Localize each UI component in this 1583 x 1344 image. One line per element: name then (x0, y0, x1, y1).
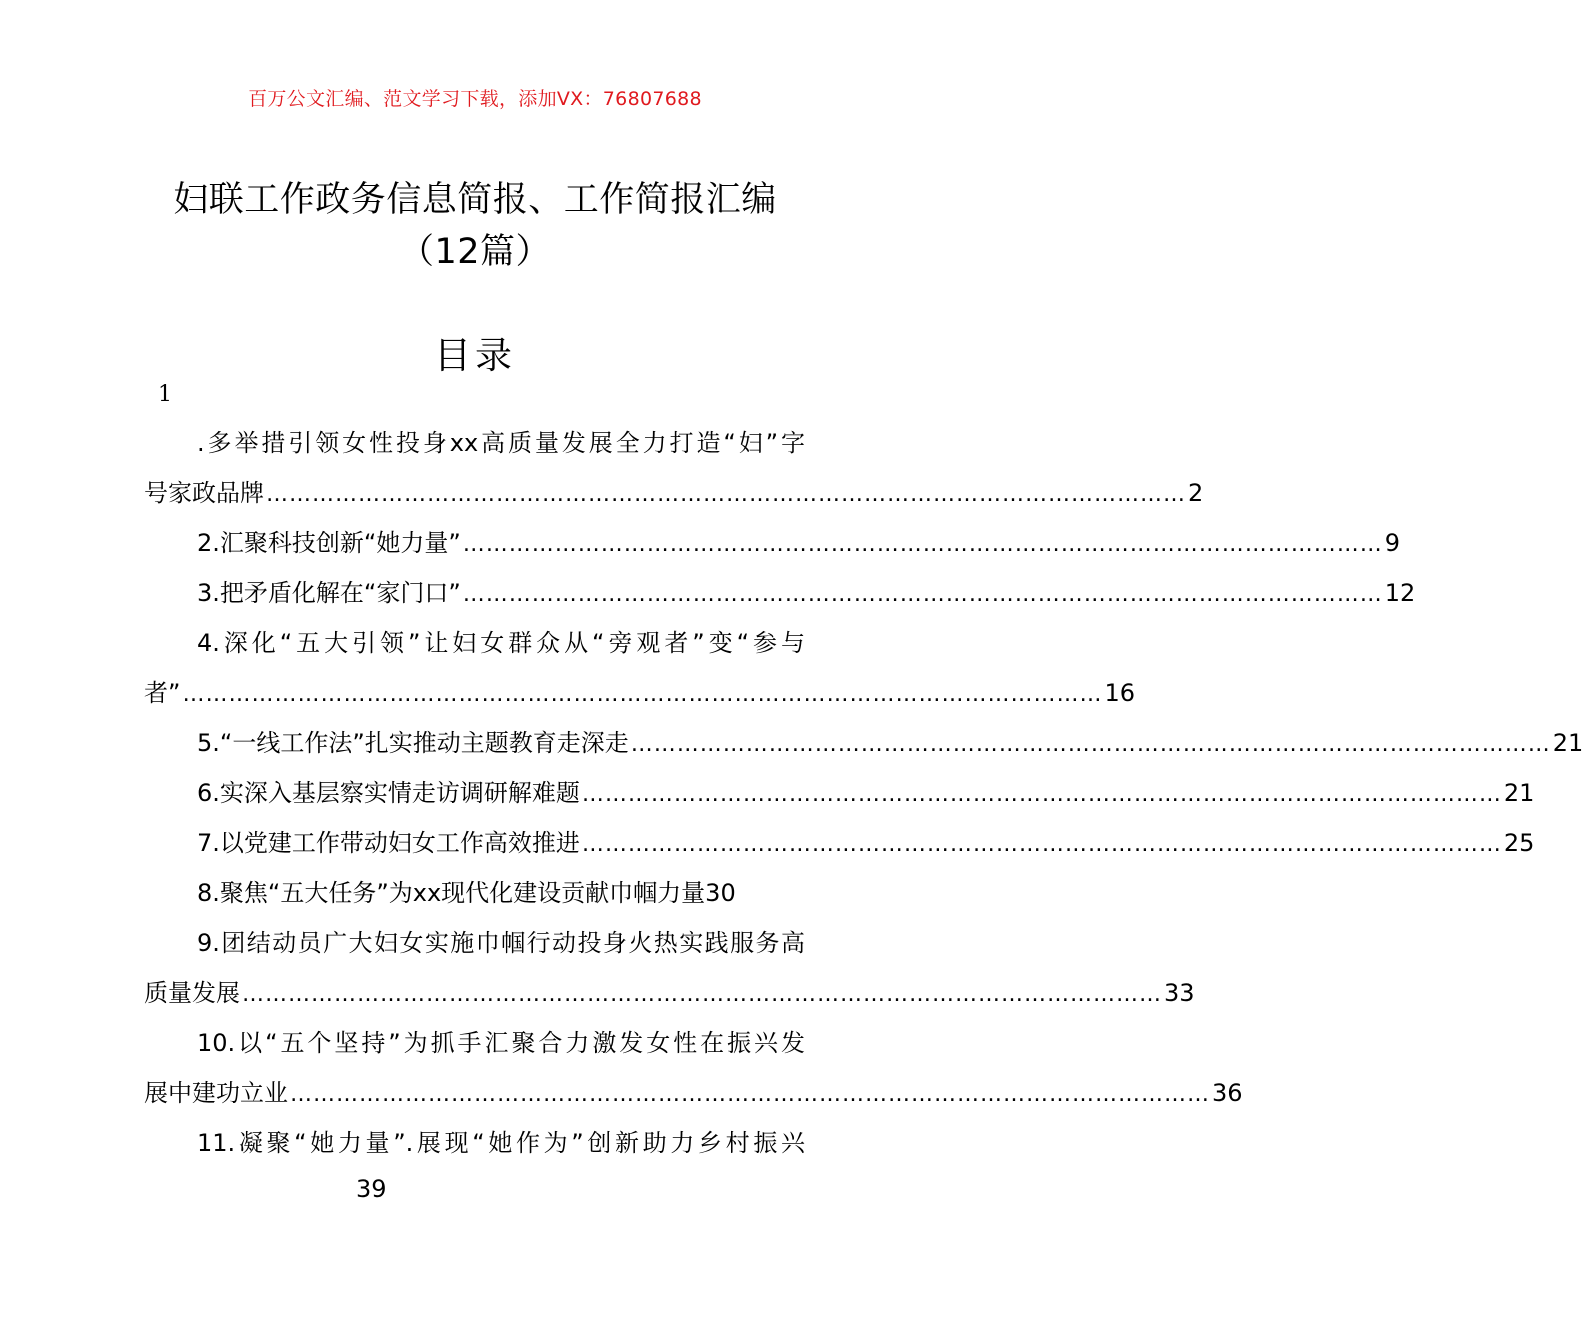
toc-page-number: 30 (705, 879, 736, 907)
leader-dots: ………………………………………………………………………………………………………… (581, 782, 1502, 807)
toc-entry-2[interactable]: 2.汇聚科技创新“她力量” ………………………………………………………………………………………………………… 9 (144, 528, 805, 558)
toc-entry-10-line1[interactable]: 10.以“五个坚持”为抓手汇聚合力激发女性在振兴发 (197, 1029, 805, 1057)
toc-entry-1-line1[interactable]: .多举措引领女性投身xx高质量发展全力打造“妇”字 (197, 429, 805, 457)
toc-entry-11-page-number: 39 (356, 1175, 387, 1203)
toc-page-number: 25 (1503, 829, 1535, 857)
toc-page-number: 9 (1384, 529, 1401, 557)
watermark-header: 百万公文汇编、范文学习下载，添加VX：76807688 (248, 88, 702, 110)
toc-page-number: 33 (1164, 979, 1195, 1007)
toc-page-number: 36 (1212, 1079, 1243, 1107)
toc-entry-1-line2[interactable]: 号家政品牌 ………………………………………………………………………………………………………… 2 (144, 478, 805, 508)
toc-entry-3[interactable]: 3.把矛盾化解在“家门口” ………………………………………………………………………………………………………… 12 (144, 578, 805, 608)
leader-dots: ………………………………………………………………………………………………………… (462, 532, 1383, 557)
toc-entry-6[interactable]: 6.实深入基层察实情走访调研解难题 ………………………………………………………………………………………………………… 21 (144, 778, 805, 808)
leader-dots: ………………………………………………………………………………………………………… (581, 832, 1502, 857)
toc-page-number: 21 (1503, 779, 1535, 807)
toc-entry-9-line2[interactable]: 质量发展 ………………………………………………………………………………………………………… 33 (144, 978, 805, 1008)
toc-page-number: 16 (1104, 679, 1135, 707)
toc-entry-4-line2[interactable]: 者” ………………………………………………………………………………………………………… 16 (144, 678, 805, 708)
leader-dots: ………………………………………………………………………………………………………… (266, 482, 1186, 507)
leader-dots: ………………………………………………………………………………………………………… (182, 682, 1103, 707)
leader-dots: ………………………………………………………………………………………………………… (462, 582, 1383, 607)
toc-entry-4-line1[interactable]: 4.深化“五大引领”让妇女群众从“旁观者”变“参与 (197, 629, 805, 657)
toc-lead-number: 1 (158, 382, 172, 407)
toc-page-number: 2 (1188, 479, 1204, 507)
toc-heading: 目录 (434, 334, 516, 377)
toc-entry-8[interactable]: 8.聚焦“五大任务”为xx现代化建设贡献巾帼力量 30 (197, 879, 736, 907)
leader-dots: ………………………………………………………………………………………………………… (242, 982, 1162, 1007)
toc-entry-11-line1[interactable]: 11.凝聚“她力量”.展现“她作为”创新助力乡村振兴 (197, 1129, 805, 1157)
document-title: 妇联工作政务信息简报、工作简报汇编 (173, 180, 777, 220)
toc-entry-10-line2[interactable]: 展中建功立业 ………………………………………………………………………………………………………… 36 (144, 1078, 805, 1108)
document-title-count: （12篇） (398, 232, 552, 272)
toc-entry-5[interactable]: 5.“一线工作法”扎实推动主题教育走深走 ………………………………………………………………………………………………………… 21 (144, 728, 805, 758)
leader-dots: ………………………………………………………………………………………………………… (630, 732, 1551, 757)
toc-entry-7[interactable]: 7.以党建工作带动妇女工作高效推进 ………………………………………………………………………………………………………… 25 (144, 828, 805, 858)
toc-page-number: 21 (1552, 729, 1583, 757)
leader-dots: ………………………………………………………………………………………………………… (290, 1082, 1210, 1107)
toc-page-number: 12 (1384, 579, 1416, 607)
toc-entry-9-line1[interactable]: 9.团结动员广大妇女实施巾帼行动投身火热实践服务高 (197, 929, 805, 957)
